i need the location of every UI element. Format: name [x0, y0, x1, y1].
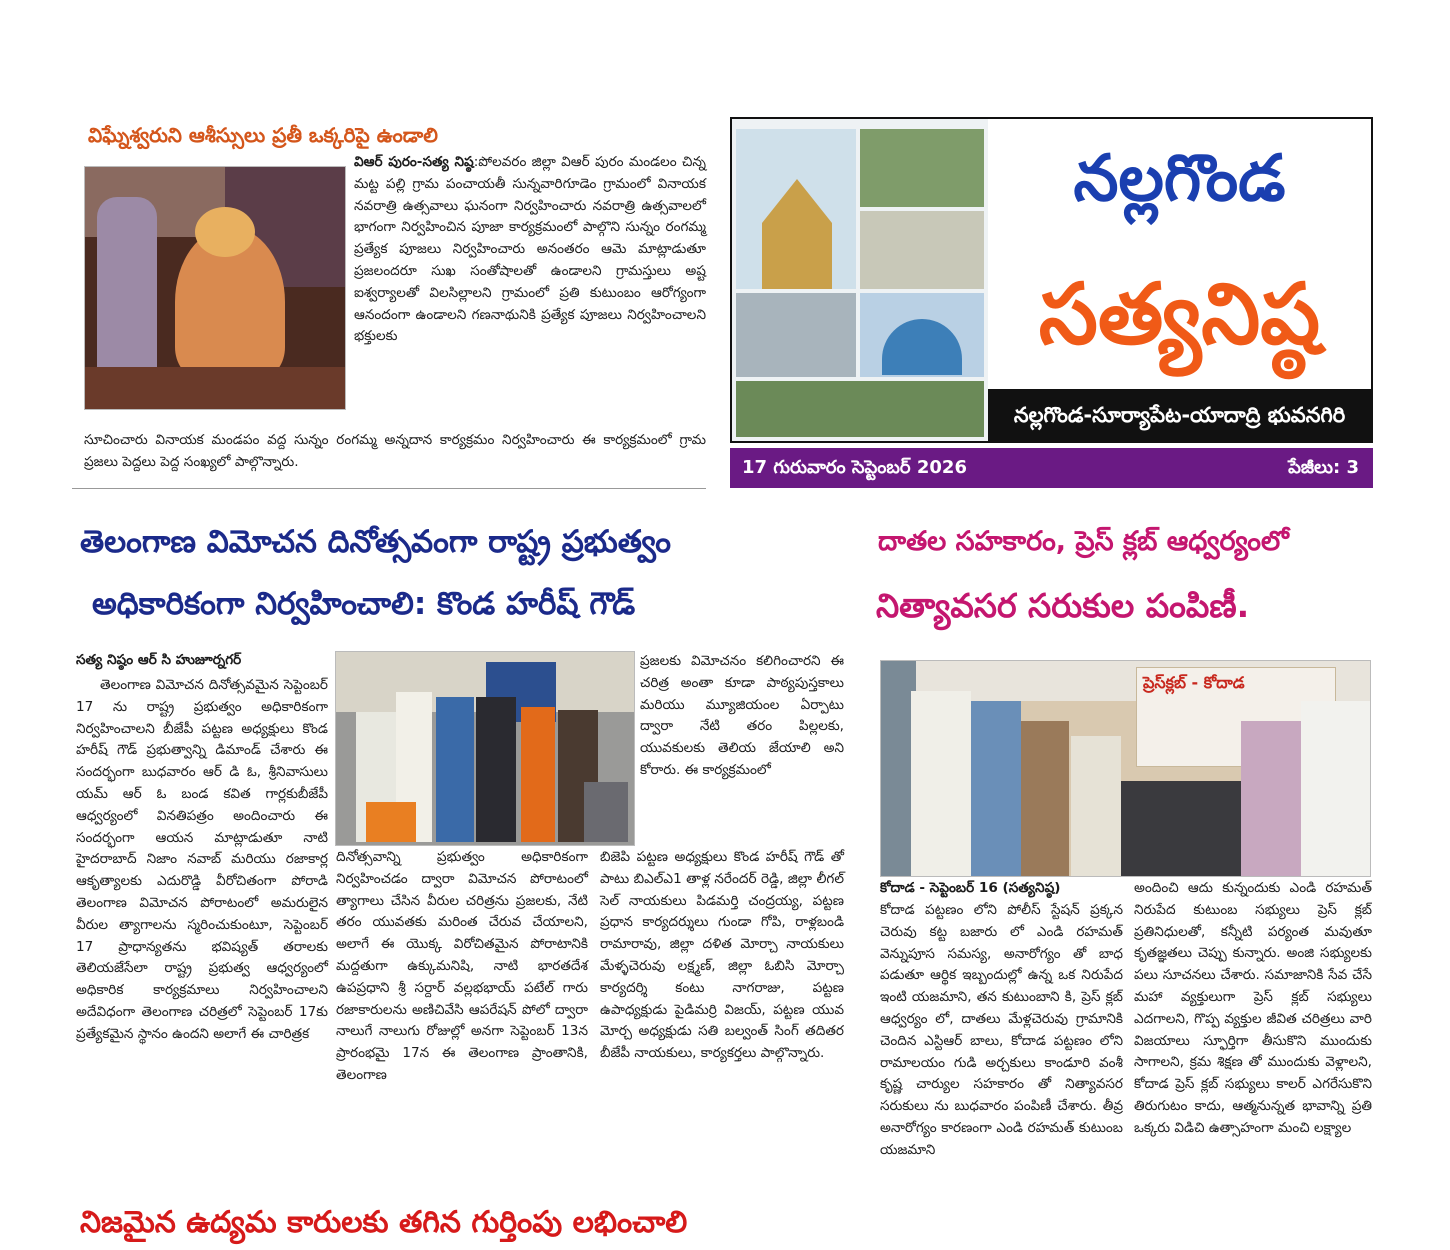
top-story-divider: [72, 488, 706, 489]
right-col2: అందించి ఆదు కున్నందుకు ఎండి రహమత్ నిరుపేద కుటుంబ సభ్యులు ప్రెస్ క్లబ్ ప్రతినిధులతో, కన్నీటి పర్యంత మవుతూ కృతజ్ఞతలు చెప్పు కున్నారు. అంజి సభ్యులకు పలు సూచనలు చేశారు. సమాజానికి సేవ చేసే మహా వ్యక్తులుగా ప్రెస్ క్లబ్ సభ్యులు ఎదగాలని, గొప్ప వ్యక్తుల జీవిత చరిత్రలు వారి విజయాలు స్ఫూర్తిగా తీసుకొని ముందుకు సాగాలని, క్రమ శిక్షణ తో ముందుకు వెళ్లాలని, కోదాడ ప్రెస్ క్లబ్ సభ్యులు కాలర్ ఎగరేసుకొని తిరుగుటం కాదు, ఆత్మనున్నత భావాన్ని ప్రతి ఒక్కరు విడిచి ఉత్సాహంగా మంచి లక్ష్యాల: [1134, 880, 1372, 1136]
lead-headline-line2: అధికారికంగా నిర్వహించాలి: కొండ హరీష్ గౌడ్: [92, 586, 636, 622]
masthead: [730, 117, 1373, 443]
lead-headline-line1: తెలంగాణ విమోచన దినోత్సవంగా రాష్ట్ర ప్రభుత్వం: [80, 524, 671, 560]
masthead-subtitle: నల్లగొండ-సూర్యాపేట-యాదాద్రి భువనగిరి: [988, 389, 1371, 441]
page-number: పేజీలు: 3: [1288, 457, 1359, 478]
lead-col2-top: ప్రజలకు విమోచనం కలిగించారని ఈ చరిత్ర అంతా కూడా పాఠ్యపుస్తకాలు మరియు మ్యూజియంల ఏర్పాటు ద్వారా నేటి తరం పిల్లలకు, యువకులకు తెలియ జేయాలి అని కోరారు. ఈ కార్యక్రమంలో: [640, 653, 844, 778]
right-headline-line1: దాతల సహకారం, ప్రెస్ క్లబ్ ఆధ్వర్యంలో: [878, 526, 1289, 557]
press-club-distribution-photo: [880, 660, 1371, 877]
lead-col3-bottom: బిజెపి పట్టణ అధ్యక్షులు కొండ హరీష్ గౌడ్ తో పాటు బిఎల్ఎ1 తాళ్ల నరేందర్ రెడ్డి, జిల్లా లీగల్ సెల్ నాయకులు పిడమర్తి చంద్రయ్య, పట్టణ ప్రధాన కార్యదర్శులు గుండా గోపి, రాళ్లబండి రామారావు, జిల్లా దళిత మోర్చా నాయకులు మేళ్ళచెరువు లక్ష్మణ్, జిల్లా ఓబిసి మోర్చా కార్యదర్శి కంటు నాగరాజు, పట్టణ ఉపాధ్యక్షుడు పైడిమర్రి విజయ్, పట్టణ యువ మోర్చ అధ్యక్షుడు సతి బల్వంత్ సింగ్ తదితర బీజేపీ నాయకులు, కార్యకర్తలు పాల్గొన్నారు.: [600, 849, 844, 1062]
date-band: [730, 448, 1373, 488]
lead-col2-bottom: దినోత్సవాన్ని ప్రభుత్వం అధికారికంగా నిర్వహించడం ద్వారా విమోచన పోరాటంలో త్యాగాలు చేసిన వీరుల చరిత్రను ప్రజలకు, నేటి తరం యువతకు మరింత చేరువ చేయాలని, అలాగే ఈ యొక్క విరోచితమైన పోరాటానికి మద్దతుగా ఉక్కుమనిషి, నాటి భారతదేశ ఉపప్రధాని శ్రీ సర్దార్ వల్లభభాయ్ పటేల్ గారు రజాకారులను అణిచివేసి ఆపరేషన్ పోలో ద్వారా నాలుగే నాలుగు రోజుల్లో అనగా సెప్టెంబర్ 13న ప్రారంభమై 17న ఈ తెలంగాణ ప్రాంతానికి, తెలంగాణ: [336, 849, 588, 1083]
masthead-name-line2: సత్యనిష్ఠ: [988, 239, 1371, 389]
top-story-dateline: విఆర్ పురం-సత్య నిష్ఠ: [354, 154, 474, 170]
right-headline-line2: నిత్యావసర సరుకుల పంపిణీ.: [876, 586, 1250, 625]
lead-col2-top-wrap: [600, 651, 844, 782]
top-story-body-tail: సూచించారు వినాయక మండపం వద్ద సున్నం రంగమ్మ అన్నదాన కార్యక్రమం నిర్వహించారు ఈ కార్యక్రమంలో గ్రామ ప్రజలు పెద్దలు పెద్ద సంఖ్యలో పాల్గొన్నారు.: [84, 432, 706, 470]
memorandum-photo: [335, 651, 635, 846]
top-story-headline: విఘ్నేశ్వరుని ఆశీస్సులు ప్రతీ ఒక్కరిపై ఉండాలి: [88, 123, 438, 147]
right-dateline: కోదాడ - సెప్టెంబర్ 16 (సత్యనిష్ఠ): [880, 880, 1061, 896]
masthead-photo-collage: [732, 119, 988, 441]
ganesh-idol-photo: [84, 166, 346, 410]
right-col1: కోదాడ పట్టణం లోని పోలీస్ స్టేషన్ ప్రక్కన చెరువు కట్ట బజారు లో ఎండి రహమత్ వెన్నుపూస సమస్య, అనారోగ్యం తో బాధ పడుతూ ఆర్థిక ఇబ్బందుల్లో ఉన్న ఒక నిరుపేద ఇంటి యజమాని, తన కుటుంబాని కి, ప్రెస్ క్లబ్ ఆధ్వర్యం లో, దాతలు మేళ్లచెరువు గ్రామానికి చెందిన ఎస్టిఆర్ బాలు, కోదాడ పట్టణం లోని రామాలయం గుడి అర్చకులు కాండూరి వంశీ కృష్ణ చార్యుల సహకారం తో నిత్యావసర సరుకులు ను బుధవారం పంపిణీ చేశారు. తీవ్ర అనారోగ్యం కారణంగా ఎండి రహమత్ కుటుంబ యజమాని: [880, 902, 1123, 1158]
masthead-name-line1: నల్లగొండ: [988, 119, 1371, 239]
lead-col1: తెలంగాణ విమోచన దినోత్సవమైన సెప్టెంబర్ 17 ను రాష్ట్ర ప్రభుత్వం అధికారికంగా నిర్వహించాలని బీజేపీ పట్టణ అధ్యక్షులు కొండ హరీష్ గౌడ్ ప్రభుత్వాన్ని డిమాండ్ చేశారు ఈ సందర్భంగా బుధవారం ఆర్ డి ఓ, శ్రీనివాసులు యమ్ ఆర్ ఓ బండ కవిత గార్లకుబీజేపీ ఆధ్వర్యంలో వినతిపత్రం అందించారు ఈ సందర్భంగా ఆయన మాట్లాడుతూ నాటి హైదరాబాద్ నిజాం నవాబ్ మరియు రజాకార్ల ఆకృత్యాలకు ఎదురొడ్డి వీరోచితంగా పోరాడి తెలంగాణ విమోచన పోరాటంలో అమరులైన వీరుల త్యాగాలను స్మరించుకుంటూ, సెప్టెంబర్ 17 ప్రాధాన్యతను భవిష్యత్ తరాలకు తెలియజేసేలా రాష్ట్ర ప్రభుత్వ ఆధ్వర్యంలో అధికారిక కార్యక్రమాలు నిర్వహించాలని అదేవిధంగా తెలంగాణ చరిత్రలో సెప్టెంబర్ 17కు ప్రత్యేకమైన స్థానం ఉందని అలాగే ఈ చారిత్రక: [76, 677, 328, 1042]
issue-date: 17 గురువారం సెప్టెంబర్ 2026: [742, 457, 967, 478]
top-story-body-main: :పోలవరం జిల్లా విఆర్ పురం మండలం చిన్న మట్ట పల్లి గ్రామ పంచాయతీ సున్నవారిగూడెం గ్రామంలో వినాయక నవరాత్రి ఉత్సవాలు ఘనంగా నిర్వహించారు నవరాత్రి ఉత్సవాలలో భాగంగా నిర్వహించిన పూజా కార్యక్రమంలో పాల్గొని సున్నం రంగమ్మ ప్రత్యేక పూజలు నిర్వహించారు అనంతరం ఆమె మాట్లాడుతూ ప్రజలందరూ సుఖ సంతోషాలతో ఉండాలని గ్రామస్తులు అష్ట ఐశ్వర్యాలతో విలసిల్లాలని గ్రామంలో ప్రతి కుటుంబం ఆరోగ్యంగా ఆనందంగా ఉండాలని గణనాథునికి ప్రత్యేక పూజలు నిర్వహించాలని భక్తులకు: [354, 154, 706, 345]
top-story-body: [354, 152, 706, 348]
lead-dateline: సత్య నిష్ఠం ఆర్ సి హుజూర్నగర్: [76, 652, 242, 668]
press-club-banner-text: ప్రెస్‌క్లబ్ - కోదాడ: [1143, 673, 1245, 692]
bottom-headline: నిజమైన ఉద్యమ కారులకు తగిన గుర్తింపు లభించాలి: [80, 1205, 688, 1240]
